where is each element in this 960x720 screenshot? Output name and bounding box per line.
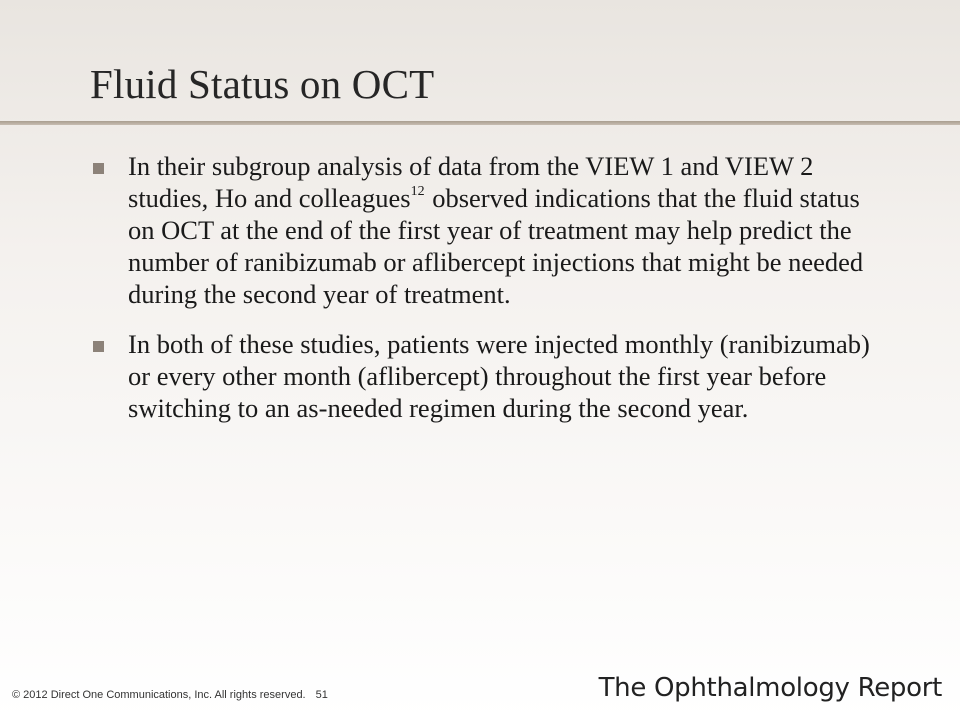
page-number: 51 (315, 689, 328, 701)
slide-title: Fluid Status on OCT (90, 61, 435, 107)
bullet-list (90, 150, 880, 442)
bullet-item (90, 150, 880, 310)
bullet-text-part: observed indications that the fluid status on OCT at the end of the first year of treatment may help predict the number of ranibizumab or aflibercept injections that might be needed during the second year of treatment. (128, 183, 864, 309)
footer (12, 689, 328, 701)
bullet-item (90, 328, 880, 424)
square-bullet-icon (93, 163, 104, 174)
title-divider (0, 121, 960, 125)
reference-superscript: 12 (410, 184, 425, 200)
bullet-text: In both of these studies, patients were injected monthly (ranibizumab) or every other month (aflibercept) throughout the first year before switching to an as-needed regimen during the second year. (128, 329, 870, 423)
bullet-text-part: In their subgroup analysis of data from the VIEW 1 and VIEW 2 studies, Ho and colleagues (128, 151, 814, 213)
brand-logo: The Ophthalmology Report (598, 673, 942, 703)
copyright-text: © 2012 Direct One Communications, Inc. All rights reserved. (12, 689, 306, 701)
square-bullet-icon (93, 341, 104, 352)
